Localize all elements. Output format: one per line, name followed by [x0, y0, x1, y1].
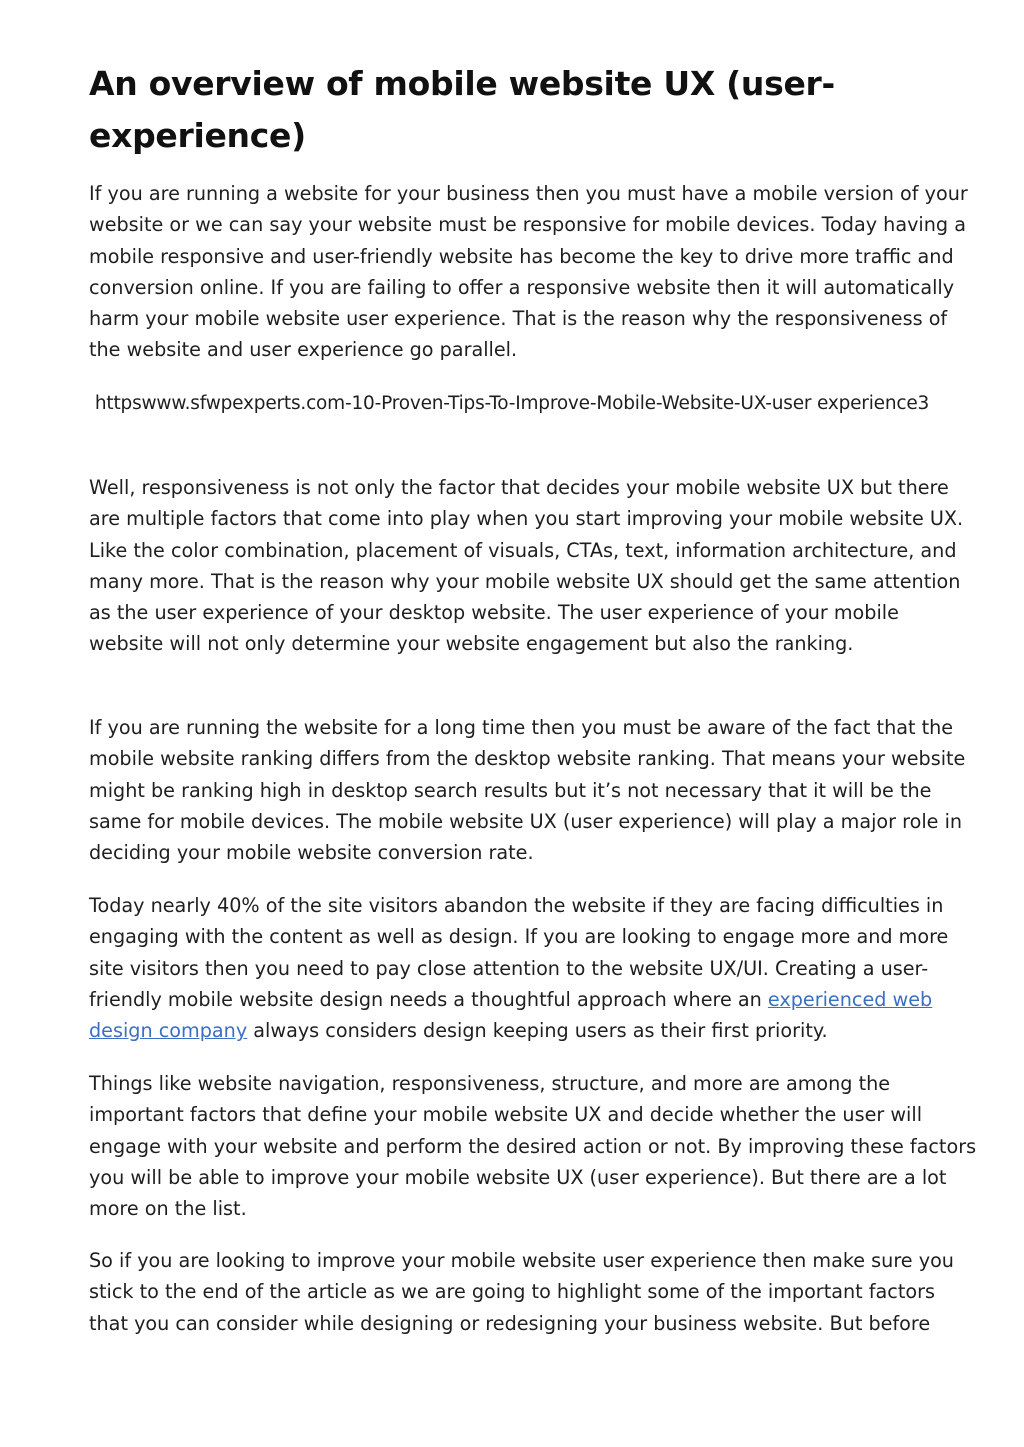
paragraph-visitors-text-end: always considers design keeping users as their first priority. — [247, 1019, 828, 1043]
image-caption: httpswww.sfwpexperts.com-10-Proven-Tips-To-Improve-Mobile-Website-UX-user experience3 — [94, 393, 930, 414]
paragraph-responsiveness: Well, responsiveness is not only the factor that decides your mobile website UX but there are multiple factors that come into play when you start improving your mobile website UX. Like the color combination, placement of visuals, CTAs, text, information architecture, and many more. That is the reason why your mobile website UX should get the same attention as the user experience of your desktop website. The user experience of your mobile website will not only determine your website engagement but also the ranking. — [89, 476, 964, 656]
paragraph-ranking: If you are running the website for a long time then you must be aware of the fact that the mobile website ranking differs from the desktop website ranking. That means your website might be ranking high in desktop search results but it’s not necessary that it will be the same for mobile devices. The mobile website UX (user experience) will play a major role in deciding your mobile website conversion rate. — [89, 716, 966, 865]
article-title: An overview of mobile website UX (user-experience) — [89, 64, 835, 155]
paragraph-visitors — [89, 890, 979, 1046]
paragraph-intro: If you are running a website for your business then you must have a mobile version of your website or we can say your website must be responsive for mobile devices. Today having a mobile responsive and user-friendly website has become the key to drive more traffic and conversion online. If you are failing to offer a responsive website then it will automatically harm your mobile website user experience. That is the reason why the responsiveness of the website and user experience go parallel. — [89, 182, 968, 362]
paragraph-visitors-text-start: Today nearly 40% of the site visitors abandon the website if they are facing difficulties in engaging with the content as well as design. If you are looking to engage more and more site visitors then you need to pay close attention to the website UX/UI. Creating a user-friendly mobile website design needs a thoughtful approach where an — [89, 894, 949, 1011]
experienced-web-design-company-link[interactable]: experienced web design company — [89, 987, 933, 1043]
paragraph-factors: Things like website navigation, responsiveness, structure, and more are among the important factors that define your mobile website UX and decide whether the user will engage with your website and perform the desired action or not. By improving these factors you will be able to improve your mobile website UX (user experience). But there are a lot more on the list. — [89, 1072, 977, 1221]
paragraph-closing: So if you are looking to improve your mobile website user experience then make sure you stick to the end of the article as we are going to highlight some of the important factors that you can consider while designing or redesigning your business website. But before — [89, 1249, 954, 1335]
